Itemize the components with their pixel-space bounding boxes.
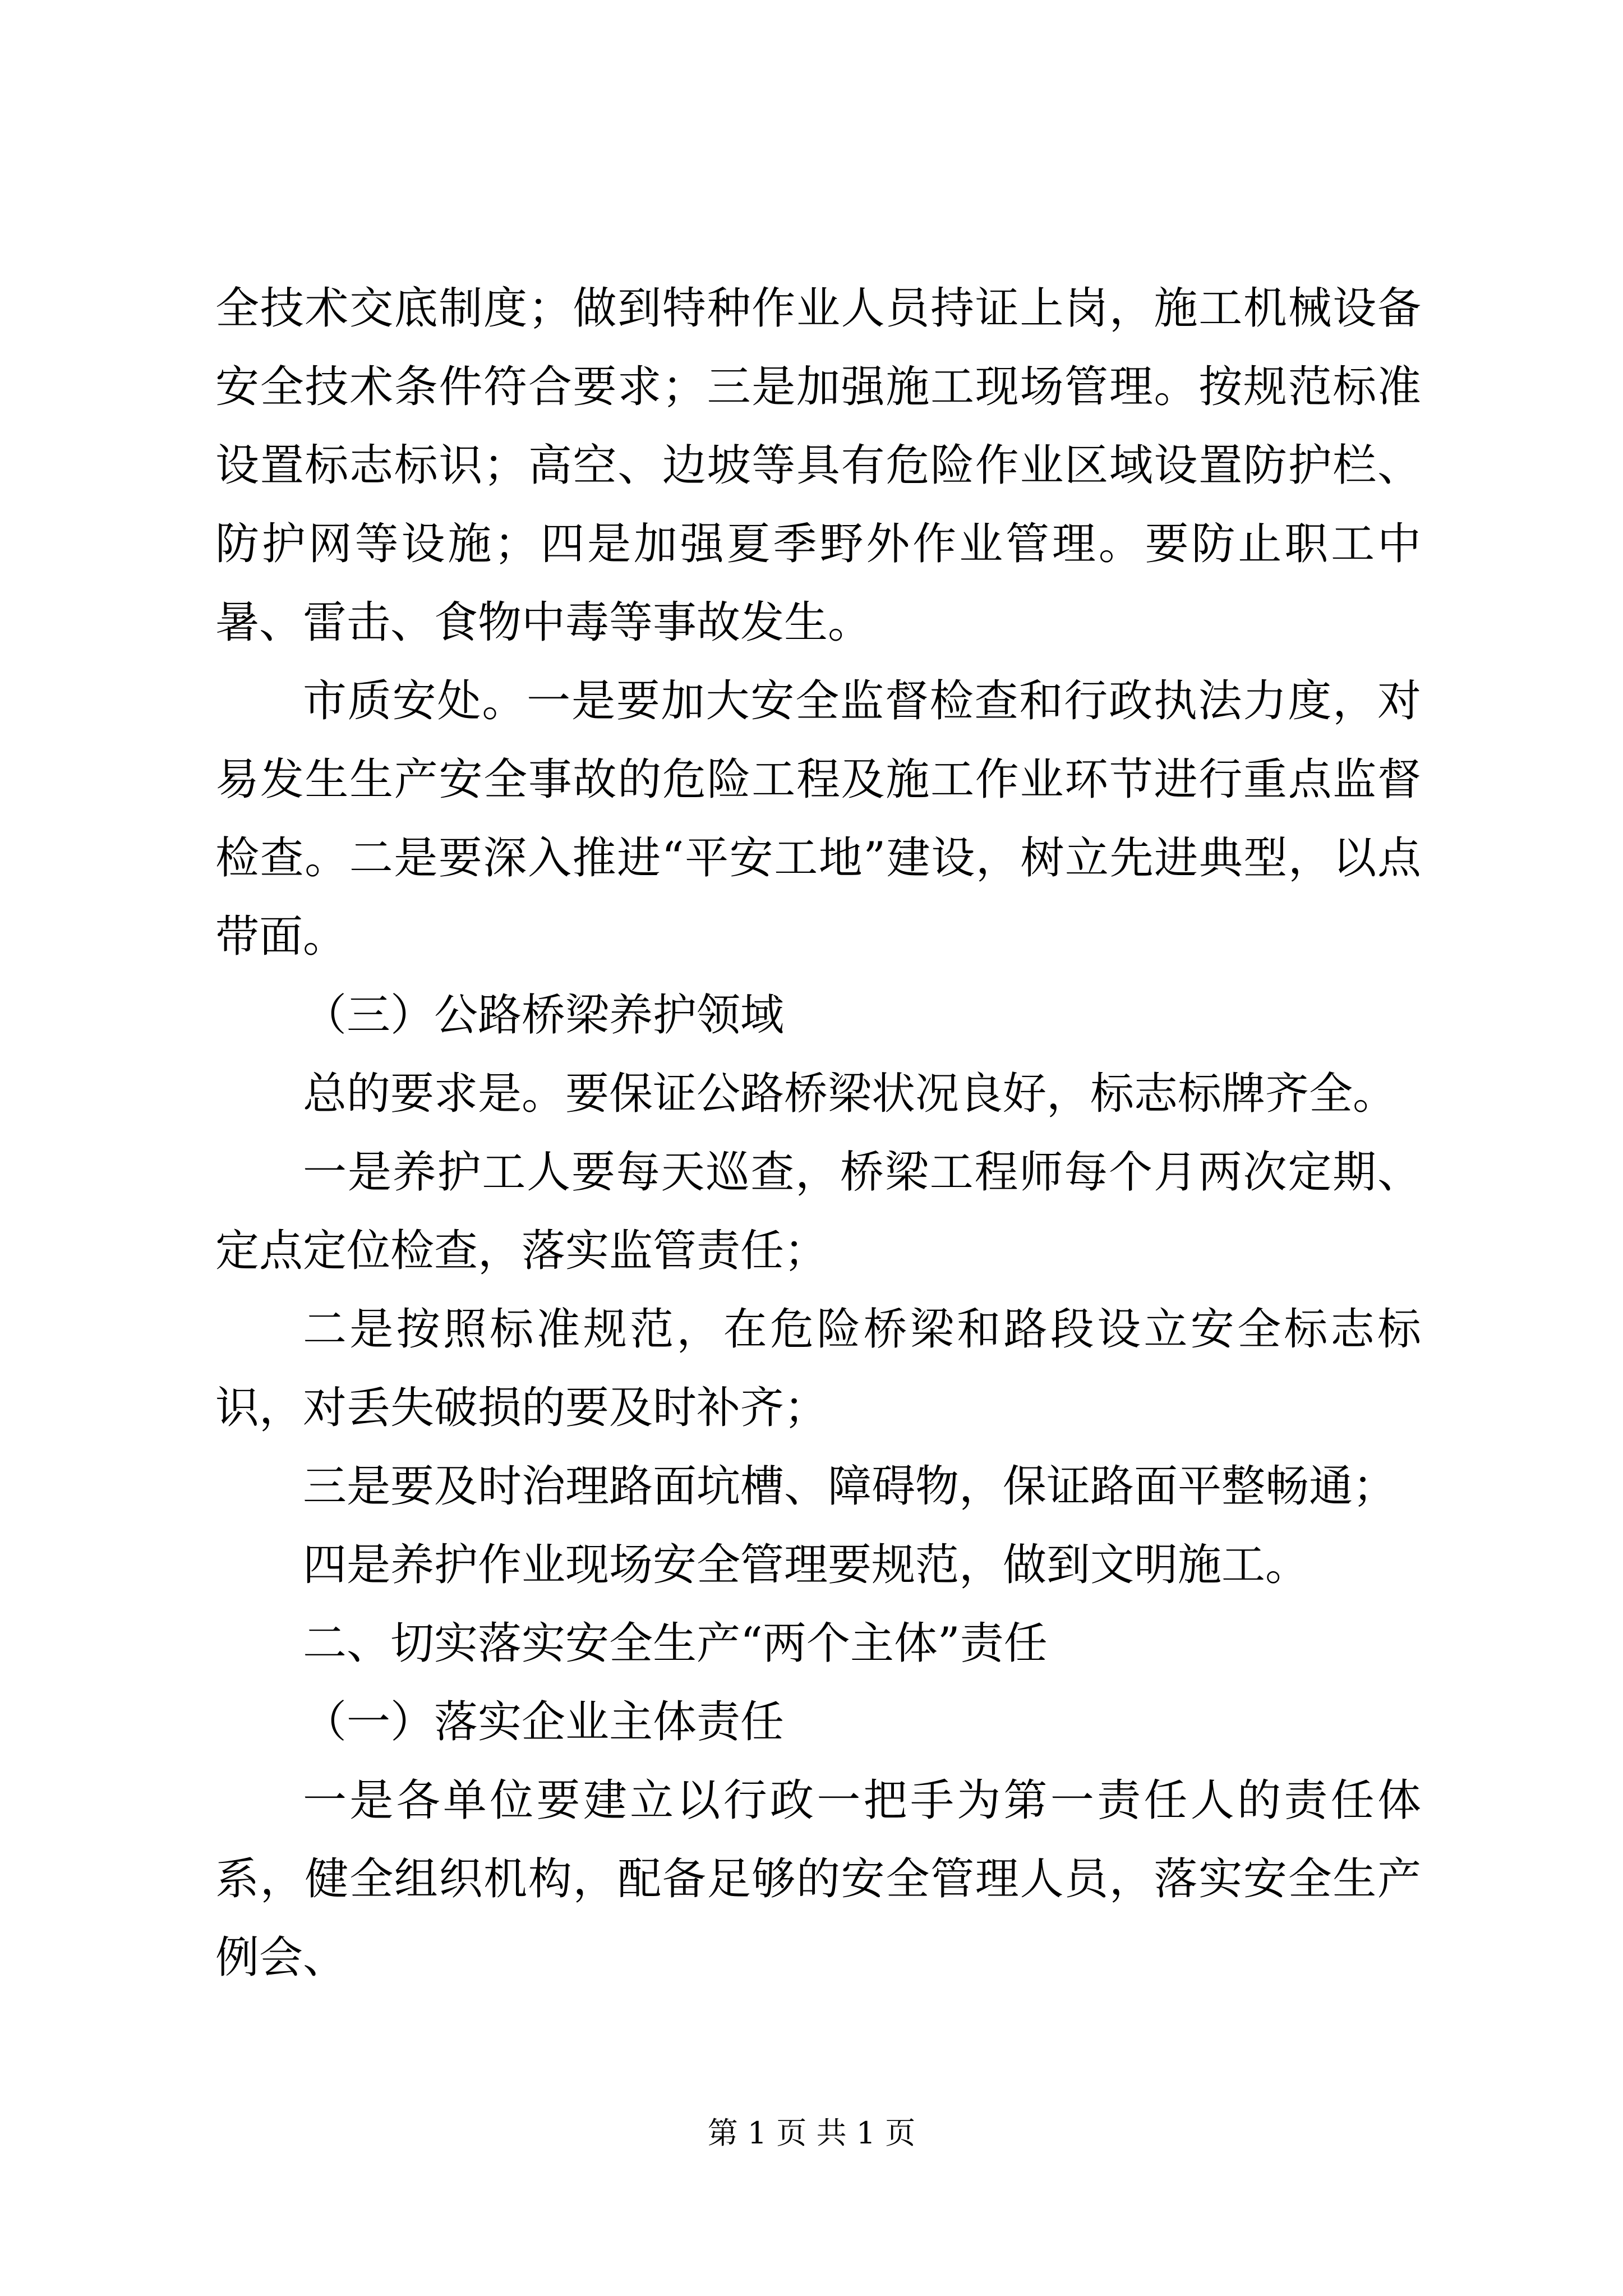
paragraph-8: 四是养护作业现场安全管理要规范，做到文明施工。 (303, 1540, 1310, 1590)
section-heading-10: （一）落实企业主体责任 (303, 1697, 785, 1747)
paragraph-7: 三是要及时治理路面坑槽、障碍物，保证路面平整畅通； (303, 1461, 1397, 1512)
section-heading-9: 二、切实落实安全生产“两个主体”责任 (303, 1618, 1048, 1669)
paragraph-5: 一是养护工人要每天巡查，桥梁工程师每个月两次定期、定点定位检查，落实监管责任； (215, 1147, 1421, 1276)
paragraph-6: 二是按照标准规范，在危险桥梁和路段设立安全标志标识，对丢失破损的要及时补齐； (215, 1304, 1421, 1433)
paragraph-1: 全技术交底制度；做到特种作业人员持证上岗，施工机械设备安全技术条件符合要求；三是加强施工现场管理。按规范标准设置标志标识；高空、边坡等具有危险作业区域设置防护栏、防护网等设施；四是加强夏季野外作业管理。要防止职工中暑、雷击、食物中毒等事故发生。 (215, 283, 1421, 648)
page-footer: 第 1 页 共 1 页 (707, 2115, 916, 2151)
section-heading-3: （三）公路桥梁养护领域 (303, 990, 785, 1041)
paragraph-11: 一是各单位要建立以行政一把手为第一责任人的责任体系，健全组织机构，配备足够的安全管理人员，落实安全生产例会、 (215, 1775, 1421, 1983)
document-body (215, 269, 1421, 1997)
paragraph-4: 总的要求是。要保证公路桥梁状况良好，标志标牌齐全。 (303, 1069, 1397, 1119)
paragraph-2: 市质安处。一是要加大安全监督检查和行政执法力度，对易发生生产安全事故的危险工程及施工作业环节进行重点监督检查。二是要深入推进“平安工地”建设，树立先进典型，以点带面。 (215, 676, 1421, 962)
